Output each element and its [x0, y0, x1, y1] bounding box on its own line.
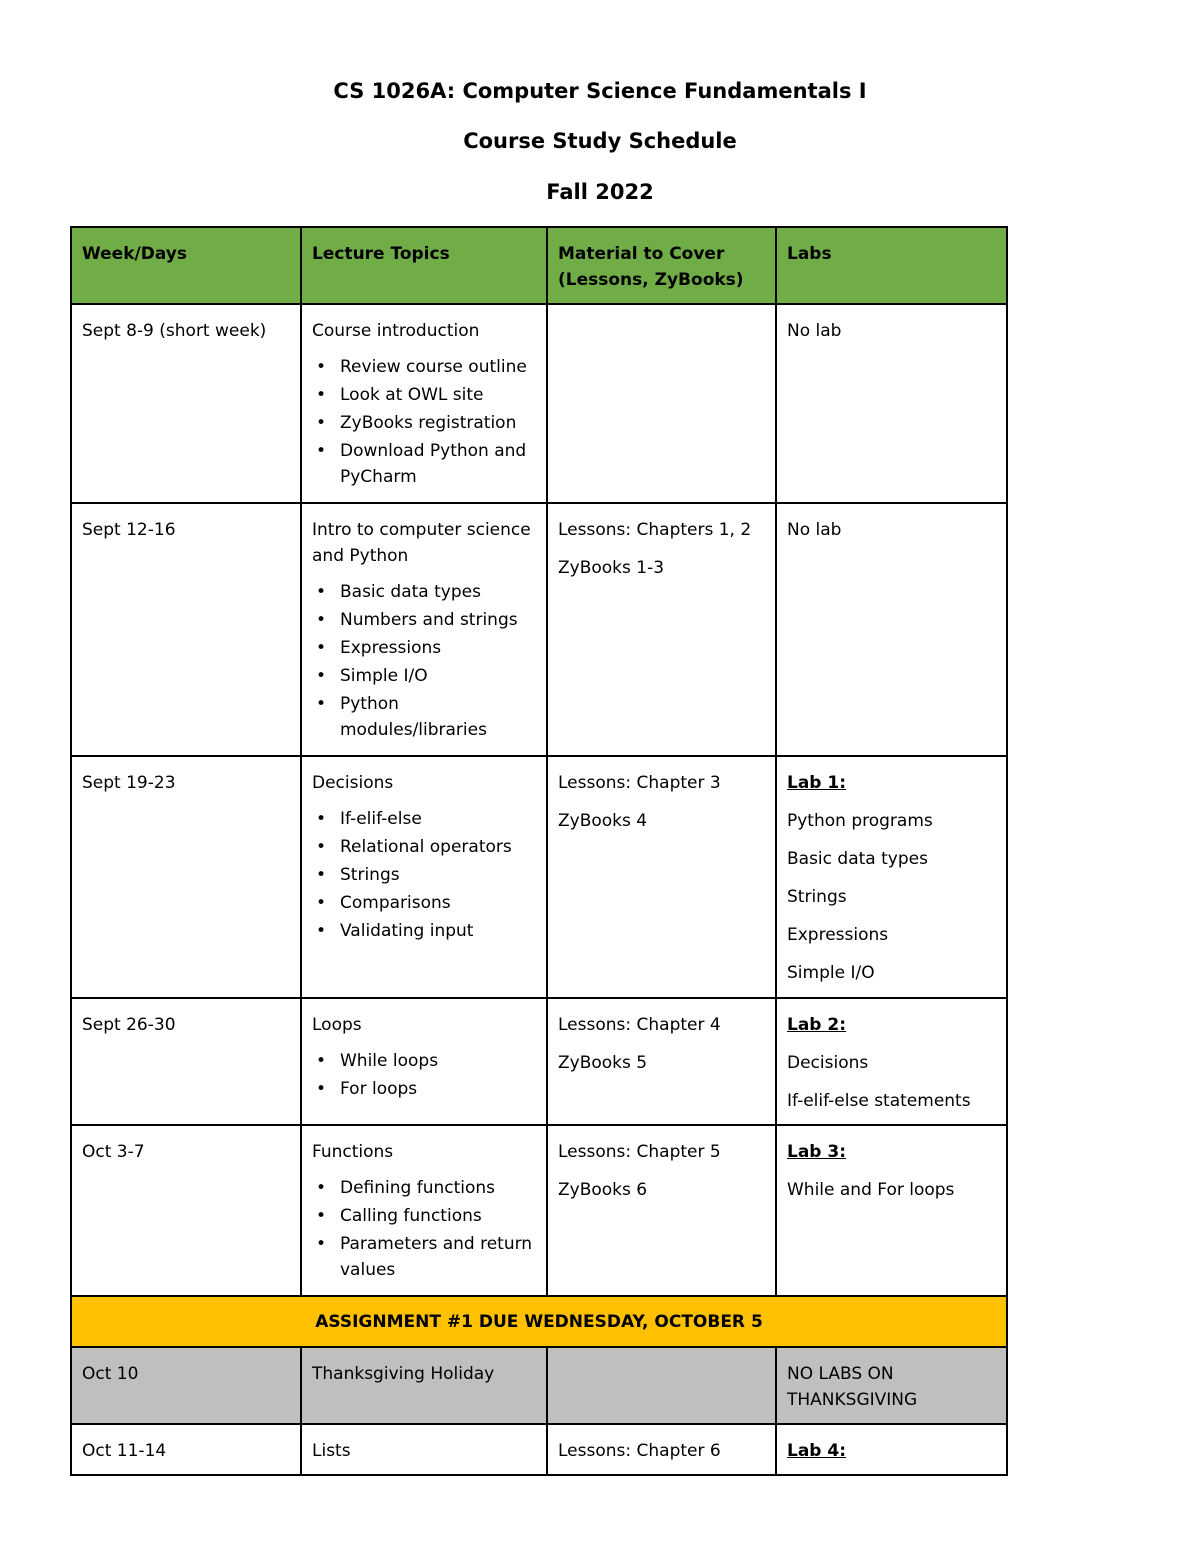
material-item: Lessons: Chapter 4: [558, 1015, 721, 1035]
week-cell: Oct 11-14: [71, 1424, 301, 1475]
schedule-table: [70, 226, 1008, 1476]
topic-bullet: • Download Python and PyCharm: [340, 438, 536, 490]
topic-bullets: [312, 806, 536, 944]
material-item: ZyBooks 5: [558, 1053, 648, 1073]
labs-cell: [776, 304, 1007, 503]
topic-title: Functions: [312, 1142, 394, 1162]
topic-bullet: • Expressions: [340, 635, 536, 661]
topic-bullet: • ZyBooks registration: [340, 410, 536, 436]
topic-bullets: [312, 1175, 536, 1283]
week-cell: Sept 12-16: [71, 503, 301, 756]
schedule-title: Course Study Schedule: [463, 129, 737, 153]
topic-bullet: • Review course outline: [340, 354, 536, 380]
table-row: [71, 1424, 1007, 1475]
lab-title: Lab 4:: [787, 1441, 847, 1461]
material-cell: [547, 1125, 776, 1296]
lab-item: Simple I/O: [787, 963, 875, 983]
material-cell: [547, 1347, 776, 1424]
labs-cell: [776, 503, 1007, 756]
topics-cell: [301, 1125, 547, 1296]
lab-item: Strings: [787, 887, 847, 907]
lab-item: No lab: [787, 520, 842, 540]
labs-cell: [776, 998, 1007, 1125]
topic-bullet: • Simple I/O: [340, 663, 536, 689]
labs-cell: NO LABS ON THANKSGIVING: [776, 1347, 1007, 1424]
topic-bullet: • Parameters and return values: [340, 1231, 536, 1283]
week-cell: Sept 19-23: [71, 756, 301, 998]
term-title: Fall 2022: [546, 180, 654, 204]
lab-item: If-elif-else statements: [787, 1091, 971, 1111]
topic-bullet: • Numbers and strings: [340, 607, 536, 633]
column-header-week: Week/Days: [71, 227, 301, 304]
table-row: [71, 998, 1007, 1125]
week-cell: Sept 8-9 (short week): [71, 304, 301, 503]
lab-item: Decisions: [787, 1053, 869, 1073]
lab-item: While and For loops: [787, 1180, 955, 1200]
material-item: Lessons: Chapters 1, 2: [558, 520, 752, 540]
lab-item: No lab: [787, 321, 842, 341]
material-cell: [547, 304, 776, 503]
topic-bullet: • Defining functions: [340, 1175, 536, 1201]
holiday-row: [71, 1347, 1007, 1424]
labs-cell: [776, 1125, 1007, 1296]
topic-bullet: • Basic data types: [340, 579, 536, 605]
table-row: [71, 304, 1007, 503]
table-header-row: [71, 227, 1007, 304]
topic-title: Decisions: [312, 773, 394, 793]
column-header-topics: Lecture Topics: [301, 227, 547, 304]
material-item: ZyBooks 1-3: [558, 558, 665, 578]
material-item: ZyBooks 6: [558, 1180, 648, 1200]
lab-item: Basic data types: [787, 849, 928, 869]
topic-bullet: • Validating input: [340, 918, 536, 944]
week-cell: Oct 10: [71, 1347, 301, 1424]
material-cell: [547, 756, 776, 998]
material-cell: [547, 998, 776, 1125]
topic-bullets: [312, 354, 536, 490]
topic-title: Loops: [312, 1015, 362, 1035]
labs-cell: [776, 1424, 1007, 1475]
topic-bullet: • Relational operators: [340, 834, 536, 860]
lab-title: Lab 1:: [787, 773, 847, 793]
topic-title: Intro to computer science and Python: [312, 520, 531, 566]
topics-cell: [301, 304, 547, 503]
assignment-banner-row: [71, 1296, 1007, 1347]
column-header-material-line2: (Lessons, ZyBooks): [558, 270, 744, 290]
topic-bullet: • Calling functions: [340, 1203, 536, 1229]
column-header-labs: Labs: [776, 227, 1007, 304]
material-item: Lessons: Chapter 5: [558, 1142, 721, 1162]
table-row: [71, 503, 1007, 756]
lab-title: Lab 3:: [787, 1142, 847, 1162]
topic-bullets: [312, 579, 536, 743]
topic-bullet: • Look at OWL site: [340, 382, 536, 408]
topic-bullet: • While loops: [340, 1048, 536, 1074]
labs-cell: [776, 756, 1007, 998]
lab-title: Lab 2:: [787, 1015, 847, 1035]
lab-item: Expressions: [787, 925, 889, 945]
table-row: [71, 1125, 1007, 1296]
material-item: Lessons: Chapter 3: [558, 773, 721, 793]
topic-bullet: • If-elif-else: [340, 806, 536, 832]
topics-cell: [301, 756, 547, 998]
topics-cell: Thanksgiving Holiday: [301, 1347, 547, 1424]
material-cell: Lessons: Chapter 6: [547, 1424, 776, 1475]
topics-cell: [301, 998, 547, 1125]
table-row: [71, 756, 1007, 998]
topics-cell: [301, 503, 547, 756]
week-cell: Oct 3-7: [71, 1125, 301, 1296]
lab-item: Python programs: [787, 811, 933, 831]
topic-bullet: • For loops: [340, 1076, 536, 1102]
week-cell: Sept 26-30: [71, 998, 301, 1125]
topic-bullet: • Comparisons: [340, 890, 536, 916]
material-item: ZyBooks 4: [558, 811, 648, 831]
topic-title: Course introduction: [312, 321, 480, 341]
topics-cell: Lists: [301, 1424, 547, 1475]
topic-bullet: • Python modules/libraries: [340, 691, 536, 743]
topic-bullets: [312, 1048, 536, 1102]
material-cell: [547, 503, 776, 756]
course-title: CS 1026A: Computer Science Fundamentals I: [333, 79, 867, 103]
topic-bullet: • Strings: [340, 862, 536, 888]
assignment-banner: ASSIGNMENT #1 DUE WEDNESDAY, OCTOBER 5: [71, 1296, 1007, 1347]
column-header-material-line1: Material to Cover: [558, 244, 725, 264]
column-header-material: [547, 227, 776, 304]
